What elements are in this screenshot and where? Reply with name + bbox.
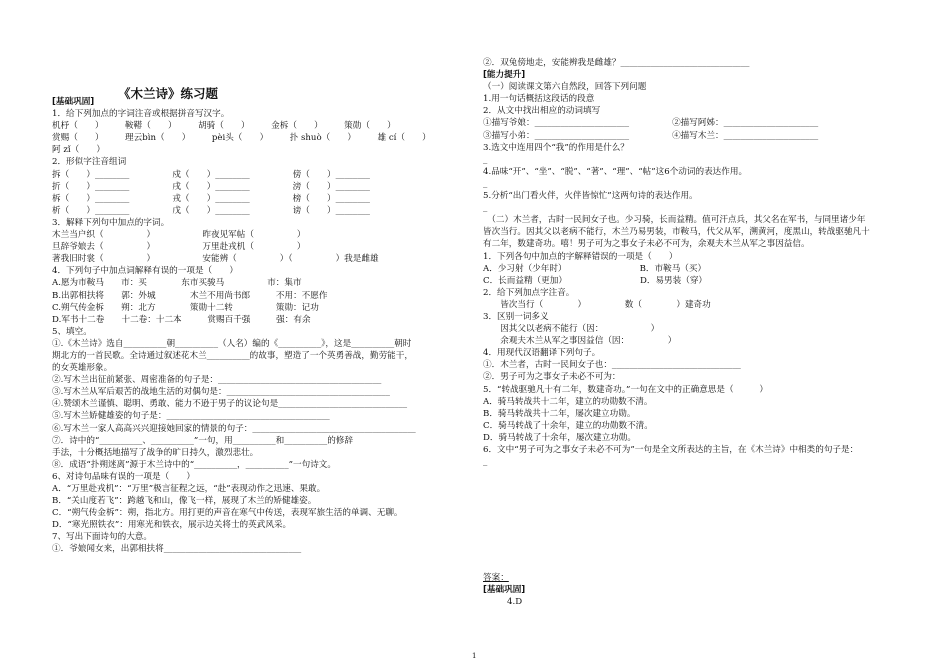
question-line: A．少习射（少年时） B．市鞍马（买） xyxy=(483,263,707,274)
question-line: 拆（ ）________ 戍（ ）________ 傍（ ）________ xyxy=(52,169,370,180)
question-line: ⑧．成语“扑朔迷离”源于木兰诗中的“__________，__________”一句诗文。 xyxy=(52,459,336,470)
question-line: 6、对诗句品味有误的一项是（ ） xyxy=(52,471,195,482)
question-line: 1．给下列加点的字词注音或根据拼音写汉字。 xyxy=(52,109,230,120)
question-line: [基础巩固] xyxy=(52,97,95,107)
question-line: 皆次当行（ ） 数（ ）建奇功 xyxy=(483,299,711,310)
question-line: ①描写爷娘：______________________ ②描写阿姊：______________________ xyxy=(483,118,819,129)
question-line: ⑥.写木兰一家人高高兴兴迎接她回家的情景的句子：______________________________________ xyxy=(52,423,416,434)
answer-section-heading: [基础巩固] xyxy=(483,585,526,596)
page-number: 1 xyxy=(472,652,477,660)
question-line: _ xyxy=(483,457,488,468)
question-line: B．骑马转战共十二年，屡次建立功勋。 xyxy=(483,408,636,419)
question-line: B.出郭相扶将 郭：外城 木兰不用尚书郎 不用：不愿作 xyxy=(52,290,328,301)
question-line: 折（ ）________ 戌（ ）________ 滂（ ）________ xyxy=(52,181,370,192)
question-line: C．长而益精（更加） D．易男装（穿） xyxy=(483,275,708,286)
question-line: 3．区别一词多义 xyxy=(483,311,549,322)
answer-area xyxy=(483,572,903,608)
question-line: D.军书十二卷 十二卷：十二本 赏赐百千强 强：有余 xyxy=(52,314,311,325)
question-line: ②．双兔傍地走，安能辨我是雌雄？______________________________ xyxy=(483,58,750,68)
question-line: 4.品味“开”、“坐”、“脱”、“著”、“理”、“帖”这6个动词的表达作用。 xyxy=(483,166,748,177)
question-line: 6．文中“男子可为之事女子未必不可为”一句是全文所表达的主旨，在《木兰诗》中相类的句子是： xyxy=(483,445,859,455)
question-line: 5、填空。 xyxy=(52,326,92,337)
question-line: 1．下列各句中加点的字解释错误的一项是（ ） xyxy=(483,251,678,262)
question-line: 柝（ ）________ 戎（ ）________ 榜（ ）________ xyxy=(52,193,370,204)
question-line: C．“朔气传金柝”：朔，指北方。用打更的声音在寒气中传送，表现军旅生活的单调、无聊。 xyxy=(52,508,403,519)
question-line: ②．男子可为之事女子未必不可为： xyxy=(483,372,621,383)
question-line: 1.用一句话概括这段话的段意 xyxy=(483,94,595,105)
answer-item: 4.D xyxy=(507,597,523,608)
question-line: A．“万里赴戎机”：“万里”极言征程之远，“赴”表现动作之迅速、果敢。 xyxy=(52,484,326,494)
question-line: （二）木兰者，古时一民间女子也。少习骑，长而益精。值可汗点兵，其父名在军书，与同里诸少年 xyxy=(483,215,866,226)
question-line: 皆次当行。因其父以老病不能行，木兰乃易男装，市鞍马，代父从军，溯黄河，度黑山，转战驱驰凡十 xyxy=(483,227,870,238)
page-title: 《木兰诗》练习题 xyxy=(118,86,219,101)
question-line: 机杼（ ） 鞍鞯（ ） 胡骑（ ） 金柝（ ） 策勋（ ） xyxy=(52,121,396,132)
question-line: _ xyxy=(483,178,488,189)
right-column xyxy=(483,57,903,468)
question-line: ①．木兰者，古时一民间女子也：______________________________ xyxy=(483,360,741,371)
question-line: 著我旧时裳（ ） 安能辨（ ）（ ）我是雌雄 xyxy=(52,254,379,265)
question-line: C.朔气传金柝 朔：北方 策勋十二转 策勋：记功 xyxy=(52,302,319,313)
question-line: 旦辞爷娘去（ ） 万里赴戎机（ ） xyxy=(52,242,306,253)
question-line: 阿 zǐ（ ） xyxy=(52,145,105,156)
question-line: 5．“转战驱驰凡十有二年，数建奇功。”一句在文中的正确意思是（ ） xyxy=(483,384,768,395)
question-line: 的女英雄形象。 xyxy=(52,363,113,374)
question-line: 木兰当户织（ ） 昨夜见军帖（ ） xyxy=(52,230,306,241)
question-line: 3．解释下列句中加点的字词。 xyxy=(52,217,170,228)
question-line: ③描写小弟：______________________ ④描写木兰：______________________ xyxy=(483,130,819,141)
question-line: 赏赐（ ） 理云bìn（ ） pèi头（ ） 扑 shuò（ ） 雄 cí（ ） xyxy=(52,133,431,144)
question-line: _ xyxy=(483,154,488,165)
answer-label: 答案： xyxy=(483,573,509,583)
question-line: 手法，十分概括地描写了战争的旷日持久，激烈悲壮。 xyxy=(52,447,259,458)
question-line: ①.《木兰诗》选自__________朝__________（人名）编的《__________》，这是__________朝时 xyxy=(52,338,412,349)
question-line: ③.写木兰从军后艰苦的战地生活的对偶句是：______________________________________ xyxy=(52,387,390,398)
question-line: ④.赞颂木兰谨慎、聪明、勇敢、能力不逊于男子的议论句是______________________________ xyxy=(52,399,408,410)
question-line: ①．爷娘闻女来，出郭相扶将________________________________ xyxy=(52,544,302,555)
question-line: （一）阅读课文第六自然段，回答下列问题 xyxy=(483,82,647,93)
question-line: 有二年，数建奇功。嘻！男子可为之事女子未必不可为，余观夫木兰从军之事因益信。 xyxy=(483,239,810,250)
question-line: ⑦．诗中的“__________、__________”一句，用__________和__________的修辞 xyxy=(52,435,353,446)
question-line: 析（ ）________ 戊（ ）________ 谤（ ）________ xyxy=(52,205,370,216)
question-line: D．骑马转战了十余年，屡次建立功勋。 xyxy=(483,432,636,443)
question-line: D．“寒光照铁衣”：用寒光和铁衣，展示边关将士的英武风采。 xyxy=(52,520,292,531)
question-line: 余观夫木兰从军之事因益信（因： ） xyxy=(483,336,677,347)
question-line: _ xyxy=(483,203,488,214)
question-line: B．“关山度若飞”：跨越飞和山，像飞一样，展现了木兰的矫健雄姿。 xyxy=(52,496,317,507)
question-line: 5.分析“出门看火伴，火伴皆惊忙”这两句诗的表达作用。 xyxy=(483,191,698,202)
question-line: A．骑马转战共十二年，建立的功勋数不清。 xyxy=(483,396,653,407)
question-line: C．骑马转战了十余年，建立的功勋数不清。 xyxy=(483,420,653,431)
question-line: 2．从文中找出相应的动词填写 xyxy=(483,106,601,117)
question-line: 3.选文中连用四个“我”的作用是什么？ xyxy=(483,142,629,153)
question-line: 4．用现代汉语翻译下列句子。 xyxy=(483,348,601,359)
question-line: ②.写木兰出征前紧张、周密准备的句子是：______________________________________ xyxy=(52,375,382,386)
question-line: 因其父以老病不能行（因： ） xyxy=(483,324,660,335)
left-column xyxy=(52,96,462,556)
question-line: 7、写出下面诗句的大意。 xyxy=(52,532,152,543)
question-line: [能力提升] xyxy=(483,70,526,81)
question-line: 2．形似字注音组词 xyxy=(52,157,127,168)
question-line: 期北方的一首民歌。全诗通过叙述花木兰__________的故事，塑造了一个英勇善战，勤劳能干， xyxy=(52,350,413,361)
question-line: ⑤.写木兰娇健雄姿的句子是：______________________________________ xyxy=(52,411,330,422)
question-line: 2．给下列加点字注音。 xyxy=(483,287,575,298)
question-line: A.愿为市鞍马 市：买 东市买骏马 市：集市 xyxy=(52,278,302,289)
question-line: 4．下列句子中加点词解释有误的一项是（ ） xyxy=(52,266,238,277)
